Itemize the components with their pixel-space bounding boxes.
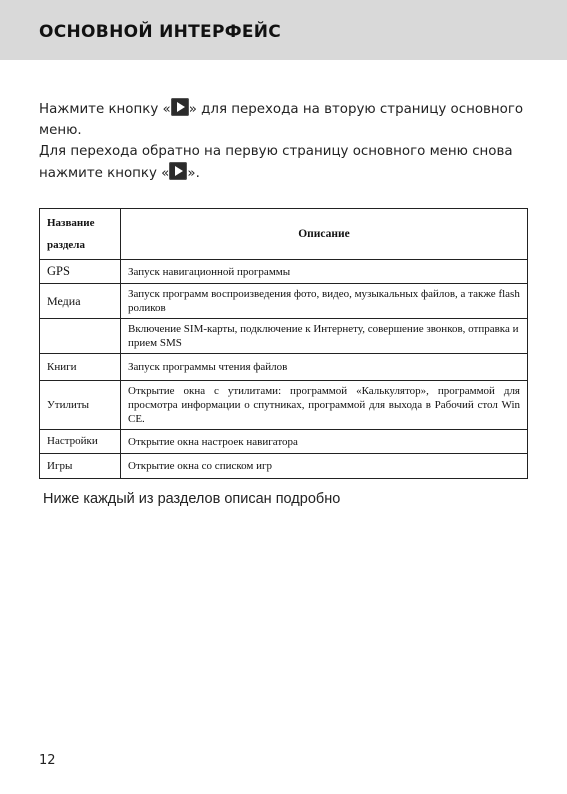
intro-line-next (39, 98, 539, 141)
column-header-description: Описание (121, 209, 528, 260)
table-row (40, 354, 528, 381)
section-name: Медиа (40, 284, 121, 319)
page-title: ОСНОВНОЙ ИНТЕРФЕЙС (39, 22, 282, 42)
play-arrow-icon (171, 98, 189, 116)
table-row (40, 260, 528, 284)
section-name: Утилиты (40, 381, 121, 430)
summary-text: Ниже каждый из разделов описан подробно (43, 491, 341, 507)
play-arrow-icon (169, 162, 187, 180)
intro-line-back-after: ». (187, 166, 200, 181)
section-description: Включение SIM-карты, подключение к Интернету, совершение звонков, отправка и прием SMS (121, 319, 528, 354)
section-description: Открытие окна настроек навигатора (121, 430, 528, 454)
sections-table (39, 208, 528, 479)
intro-line-next-before: Нажмите кнопку « (39, 102, 171, 117)
intro-text (39, 98, 539, 184)
section-name (40, 319, 121, 354)
table-row (40, 319, 528, 354)
intro-line-back (39, 141, 539, 184)
table-row (40, 430, 528, 454)
section-description: Запуск навигационной программы (121, 260, 528, 284)
intro-line-next-after: » для перехода на вторую страницу основного меню. (39, 102, 524, 138)
section-description: Открытие окна с утилитами: программой «Калькулятор», программой для просмотра информации о спутниках, программой для выхода в Рабочий стол Win CE. (121, 381, 528, 430)
section-name: GPS (40, 260, 121, 284)
section-name: Настройки (40, 430, 121, 454)
table-header-row (40, 209, 528, 260)
table-row (40, 381, 528, 430)
table-row (40, 454, 528, 479)
section-description: Запуск программы чтения файлов (121, 354, 528, 381)
intro-line-back-before: Для перехода обратно на первую страницу основного меню снова нажмите кнопку « (39, 144, 513, 181)
section-name: Игры (40, 454, 121, 479)
column-header-name: Название раздела (40, 209, 121, 260)
section-description: Запуск программ воспроизведения фото, видео, музыкальных файлов, а также flash роликов (121, 284, 528, 319)
section-description: Открытие окна со списком игр (121, 454, 528, 479)
page-number: 12 (39, 753, 56, 768)
section-name: Книги (40, 354, 121, 381)
table-row (40, 284, 528, 319)
